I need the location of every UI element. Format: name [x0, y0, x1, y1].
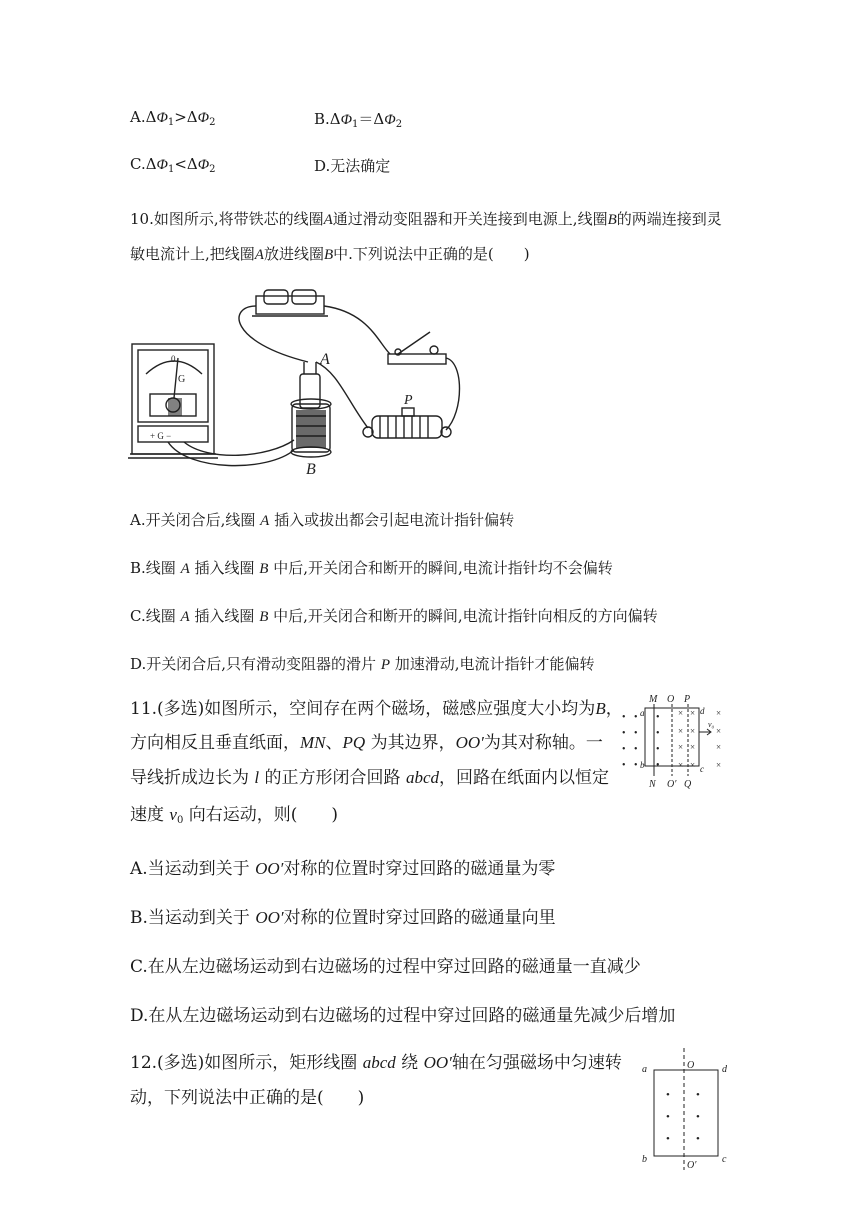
coil-a — [300, 374, 320, 408]
field-cross-in: × — [716, 760, 722, 770]
label-o: O — [687, 1060, 695, 1071]
label-o: O — [667, 694, 675, 705]
q9-option-b: $B.\Delta\Phi_1=\Delta\Phi_2$ — [314, 110, 403, 130]
q11-stem-line4: 速度 $v_0$ 向右运动，则( ) — [130, 805, 338, 826]
label-galvanometer-zero: 0 — [171, 354, 176, 364]
q10-option-d: D.开关闭合后,只有滑动变阻器的滑片 P 加速滑动,电流计指针才能偏转 — [130, 655, 595, 673]
field-dot-out: • — [696, 1111, 700, 1123]
field-dot-out: • — [656, 760, 660, 771]
field-dot-out: • — [634, 744, 638, 755]
label-galvanometer-g: G — [178, 374, 186, 385]
q12-stem-line1: 12.(多选)如图所示，矩形线圈 abcd 绕 OO′轴在匀强磁场中匀速转 — [130, 1053, 622, 1073]
field-dot-out: • — [622, 712, 626, 723]
field-dot-out: • — [634, 712, 638, 723]
label-b: b — [640, 760, 645, 770]
q11-option-a: A.当运动到关于 OO′对称的位置时穿过回路的磁通量为零 — [130, 859, 556, 879]
field-cross-in: × — [690, 708, 696, 718]
label-o-prime: O′ — [667, 779, 677, 790]
q10-option-b: B.线圈 A 插入线圈 B 中后,开关闭合和断开的瞬间,电流计指针均不会偏转 — [130, 559, 613, 577]
label-d: d — [722, 1064, 727, 1075]
q9-option-d: D.无法确定 — [314, 157, 391, 175]
switch-box — [388, 354, 446, 364]
label-a: a — [642, 1064, 647, 1075]
label-o-prime: O′ — [687, 1160, 697, 1171]
field-dot-out: • — [696, 1089, 700, 1101]
label-c: c — [722, 1154, 727, 1165]
label-slider-p: P — [404, 393, 413, 408]
field-cross-in: × — [716, 726, 722, 736]
field-dot-out: • — [634, 760, 638, 771]
q11-option-b: B.当运动到关于 OO′对称的位置时穿过回路的磁通量向里 — [130, 908, 556, 928]
q12-rotating-coil-figure — [640, 1046, 740, 1172]
q10-stem-line2: 敏电流计上,把线圈A放进线圈B中.下列说法中正确的是( ) — [130, 245, 530, 263]
field-dot-out: • — [634, 728, 638, 739]
q11-stem-line1: 11.(多选)如图所示，空间存在两个磁场，磁感应强度大小均为B， — [130, 699, 623, 719]
label-v0: v₀ — [708, 720, 715, 729]
field-cross-in: × — [678, 742, 684, 752]
q9-option-c: $C.\Delta\Phi_1<\Delta\Phi_2$ — [130, 155, 216, 175]
q9-option-a: $A.\Delta\Phi_1>\Delta\Phi_2$ — [130, 108, 216, 128]
field-dot-out: • — [666, 1089, 670, 1101]
coil-abcd — [654, 1070, 718, 1156]
label-q: Q — [684, 779, 692, 790]
field-dot-out: • — [622, 744, 626, 755]
field-cross-in: × — [690, 760, 696, 770]
field-cross-in: × — [716, 742, 722, 752]
field-cross-in: × — [678, 708, 684, 718]
q11-option-d: D.在从左边磁场运动到右边磁场的过程中穿过回路的磁通量先减少后增加 — [130, 1006, 676, 1026]
field-dot-out: • — [656, 712, 660, 723]
field-cross-in: × — [690, 742, 696, 752]
label-p: P — [684, 694, 691, 705]
label-a: a — [640, 708, 645, 718]
q10-option-a: A.开关闭合后,线圈 A 插入或拔出都会引起电流计指针偏转 — [130, 511, 515, 529]
rheostat — [372, 416, 442, 438]
q10-stem-line1: 10.如图所示,将带铁芯的线圈A通过滑动变阻器和开关连接到电源上,线圈B的两端连接到灵 — [130, 210, 722, 228]
field-dot-out: • — [666, 1111, 670, 1123]
q11-option-c: C.在从左边磁场运动到右边磁场的过程中穿过回路的磁通量一直减少 — [130, 957, 641, 977]
field-cross-in: × — [716, 708, 722, 718]
q10-circuit-figure — [128, 282, 468, 478]
q10-option-c: C.线圈 A 插入线圈 B 中后,开关闭合和断开的瞬间,电流计指针向相反的方向偏转 — [130, 607, 658, 625]
label-d: d — [700, 706, 705, 716]
field-dot-out: • — [656, 728, 660, 739]
field-dot-out: • — [666, 1133, 670, 1145]
field-cross-in: × — [690, 726, 696, 736]
field-cross-in: × — [678, 760, 684, 770]
q11-magnetic-field-figure — [616, 692, 730, 790]
label-coil-a: A — [320, 351, 330, 368]
label-terminals: + G − — [150, 431, 172, 441]
label-b: b — [642, 1154, 647, 1165]
q11-stem-line2: 方向相反且垂直纸面，MN、PQ 为其边界，OO′为其对称轴。一 — [130, 733, 603, 753]
q12-stem-line2: 动，下列说法中正确的是( ) — [130, 1088, 365, 1108]
field-dot-out: • — [622, 728, 626, 739]
field-dot-out: • — [696, 1133, 700, 1145]
q11-stem-line3: 导线折成边长为 l 的正方形闭合回路 abcd，回路在纸面内以恒定 — [130, 768, 609, 788]
field-dot-out: • — [622, 760, 626, 771]
field-dot-out: • — [656, 744, 660, 755]
label-m: M — [649, 694, 658, 705]
label-n: N — [649, 779, 656, 790]
battery-box — [256, 296, 324, 314]
field-cross-in: × — [678, 726, 684, 736]
label-c: c — [700, 764, 704, 774]
label-coil-b: B — [306, 461, 316, 478]
